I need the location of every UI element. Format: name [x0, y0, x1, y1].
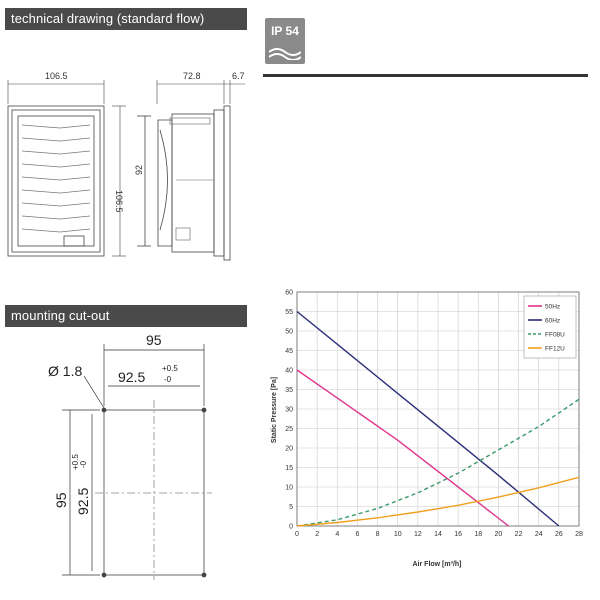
mounting-cutout-header: mounting cut-out [5, 305, 247, 327]
ip54-badge [265, 18, 305, 64]
cutout-inner-width: 92.5 [118, 369, 146, 385]
cutout-outer-width: 95 [146, 332, 162, 348]
legend-label: FF12U [545, 345, 565, 353]
x-tick-label: 0 [295, 531, 299, 538]
y-axis-label: Static Pressure [Pa] [271, 376, 278, 444]
technical-drawing-header: technical drawing (standard flow) [5, 8, 247, 30]
y-tick-label: 55 [285, 309, 293, 316]
y-tick-label: 50 [285, 328, 293, 336]
y-tick-label: 45 [285, 348, 293, 355]
x-tick-label: 20 [494, 531, 503, 538]
x-tick-label: 16 [454, 531, 463, 538]
y-tick-label: 15 [285, 465, 293, 472]
side-view [137, 106, 230, 260]
wave-icon [269, 44, 301, 60]
cutout-tolerance-plus: +0.5 [162, 364, 178, 373]
cutout-outer-height: 95 [53, 492, 69, 508]
legend-label: 50Hz [545, 303, 561, 311]
cutout-height-tol-plus: +0.5 [71, 454, 80, 470]
y-tick-label: 40 [285, 367, 293, 375]
x-tick-label: 14 [434, 531, 442, 538]
x-tick-label: 24 [534, 531, 543, 538]
x-tick-label: 28 [575, 531, 583, 538]
y-tick-label: 60 [285, 289, 293, 297]
front-view [8, 106, 104, 256]
depth-dimension: 72.8 [183, 71, 201, 81]
y-tick-label: 0 [289, 523, 293, 531]
legend-label: FF08U [545, 331, 565, 339]
x-tick-label: 6 [355, 531, 360, 538]
x-axis-label: Air Flow [m³/h] [412, 561, 462, 568]
y-tick-label: 30 [285, 406, 293, 414]
thickness-dimension: 6.7 [232, 71, 245, 81]
x-tick-label: 4 [335, 531, 340, 538]
series-line-60hz [297, 312, 559, 527]
x-tick-label: 22 [514, 531, 523, 538]
y-tick-label: 25 [285, 426, 293, 433]
cutout-height-tol-minus: -0 [79, 460, 88, 468]
cutout-inner-height: 92.5 [75, 487, 91, 515]
ip54-label: IP 54 [271, 24, 299, 38]
x-tick-label: 2 [315, 531, 320, 538]
y-tick-label: 10 [285, 484, 293, 492]
x-tick-label: 26 [554, 531, 563, 538]
pressure-airflow-chart [262, 282, 592, 582]
chart-legend [524, 296, 576, 358]
x-tick-label: 10 [393, 531, 402, 538]
x-tick-label: 8 [375, 531, 380, 538]
y-tick-label: 20 [285, 445, 293, 453]
x-tick-label: 12 [413, 531, 422, 538]
inner-dimension: 92 [134, 164, 144, 175]
y-tick-label: 5 [289, 504, 293, 511]
legend-label: 60Hz [545, 317, 561, 325]
height-dimension: 106.5 [114, 190, 124, 213]
cutout-tolerance-minus: -0 [164, 375, 172, 384]
x-tick-label: 18 [474, 531, 483, 538]
grille-slats [22, 125, 90, 232]
width-dimension: 106.5 [45, 71, 68, 81]
y-tick-label: 35 [285, 387, 293, 394]
mounting-cutout-drawing [0, 330, 250, 600]
technical-drawing [0, 30, 250, 292]
header-rule [263, 74, 588, 77]
hole-diameter: Ø 1.8 [48, 363, 83, 379]
